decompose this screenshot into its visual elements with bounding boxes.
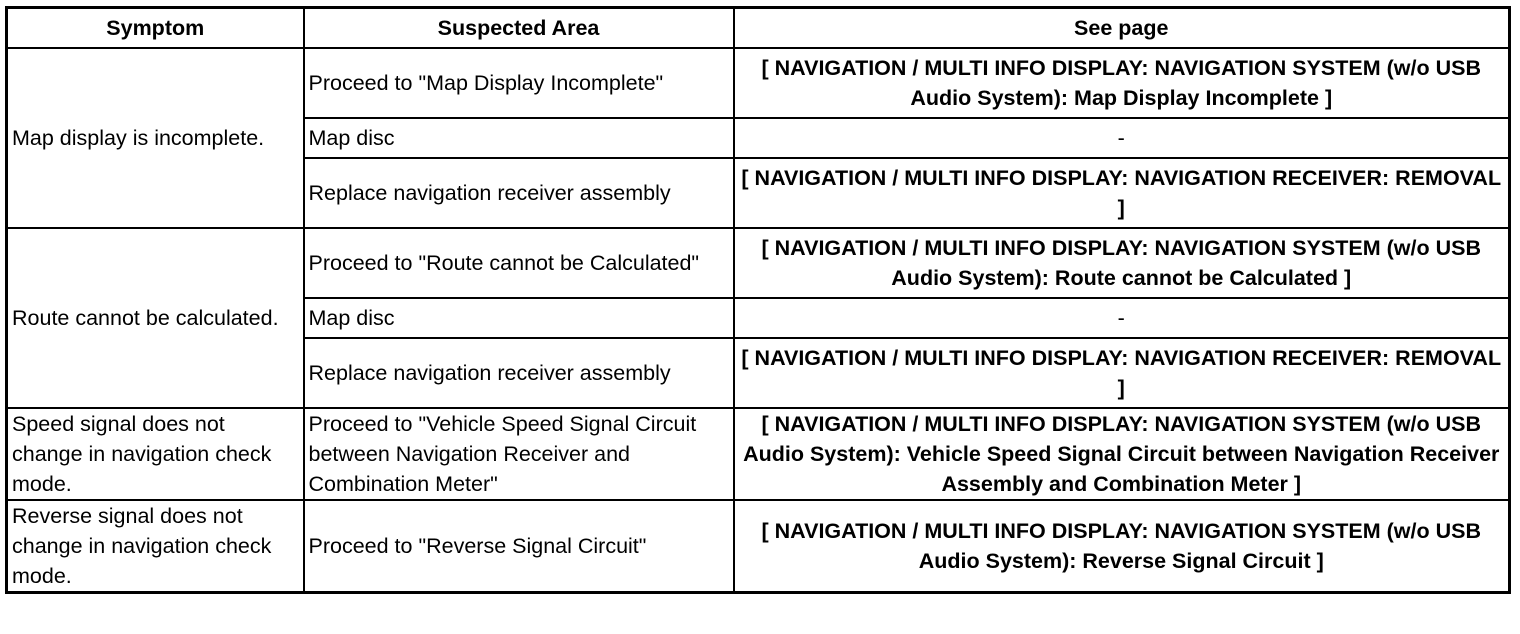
see-page-cell: [ NAVIGATION / MULTI INFO DISPLAY: NAVIGATION SYSTEM (w/o USB Audio System): Route cannot be Calculated ] bbox=[734, 228, 1510, 298]
see-page-cell: [ NAVIGATION / MULTI INFO DISPLAY: NAVIGATION RECEIVER: REMOVAL ] bbox=[734, 158, 1510, 228]
header-suspected-area: Suspected Area bbox=[304, 8, 734, 49]
symptom-cell: Route cannot be calculated. bbox=[7, 228, 304, 408]
troubleshooting-table bbox=[5, 6, 1511, 594]
suspected-area-cell: Map disc bbox=[304, 298, 734, 338]
table-row bbox=[7, 500, 1510, 593]
suspected-area-cell: Replace navigation receiver assembly bbox=[304, 158, 734, 228]
suspected-area-cell: Replace navigation receiver assembly bbox=[304, 338, 734, 408]
see-page-cell: [ NAVIGATION / MULTI INFO DISPLAY: NAVIGATION SYSTEM (w/o USB Audio System): Reverse Signal Circuit ] bbox=[734, 500, 1510, 593]
see-page-cell: - bbox=[734, 118, 1510, 158]
header-row bbox=[7, 8, 1510, 49]
symptom-cell: Map display is incomplete. bbox=[7, 48, 304, 228]
suspected-area-cell: Map disc bbox=[304, 118, 734, 158]
suspected-area-cell: Proceed to "Reverse Signal Circuit" bbox=[304, 500, 734, 593]
see-page-cell: [ NAVIGATION / MULTI INFO DISPLAY: NAVIGATION SYSTEM (w/o USB Audio System): Vehicle Speed Signal Circuit between Navigation Receiver Assembly and Combination Meter ] bbox=[734, 408, 1510, 500]
header-see-page: See page bbox=[734, 8, 1510, 49]
table-row bbox=[7, 48, 1510, 118]
see-page-cell: [ NAVIGATION / MULTI INFO DISPLAY: NAVIGATION RECEIVER: REMOVAL ] bbox=[734, 338, 1510, 408]
symptom-cell: Reverse signal does not change in navigation check mode. bbox=[7, 500, 304, 593]
see-page-cell: [ NAVIGATION / MULTI INFO DISPLAY: NAVIGATION SYSTEM (w/o USB Audio System): Map Display Incomplete ] bbox=[734, 48, 1510, 118]
suspected-area-cell: Proceed to "Vehicle Speed Signal Circuit between Navigation Receiver and Combination Meter" bbox=[304, 408, 734, 500]
see-page-cell: - bbox=[734, 298, 1510, 338]
troubleshooting-table-wrapper bbox=[5, 6, 1511, 594]
suspected-area-cell: Proceed to "Map Display Incomplete" bbox=[304, 48, 734, 118]
table-row bbox=[7, 228, 1510, 298]
table-row bbox=[7, 408, 1510, 500]
suspected-area-cell: Proceed to "Route cannot be Calculated" bbox=[304, 228, 734, 298]
symptom-cell: Speed signal does not change in navigation check mode. bbox=[7, 408, 304, 500]
header-symptom: Symptom bbox=[7, 8, 304, 49]
